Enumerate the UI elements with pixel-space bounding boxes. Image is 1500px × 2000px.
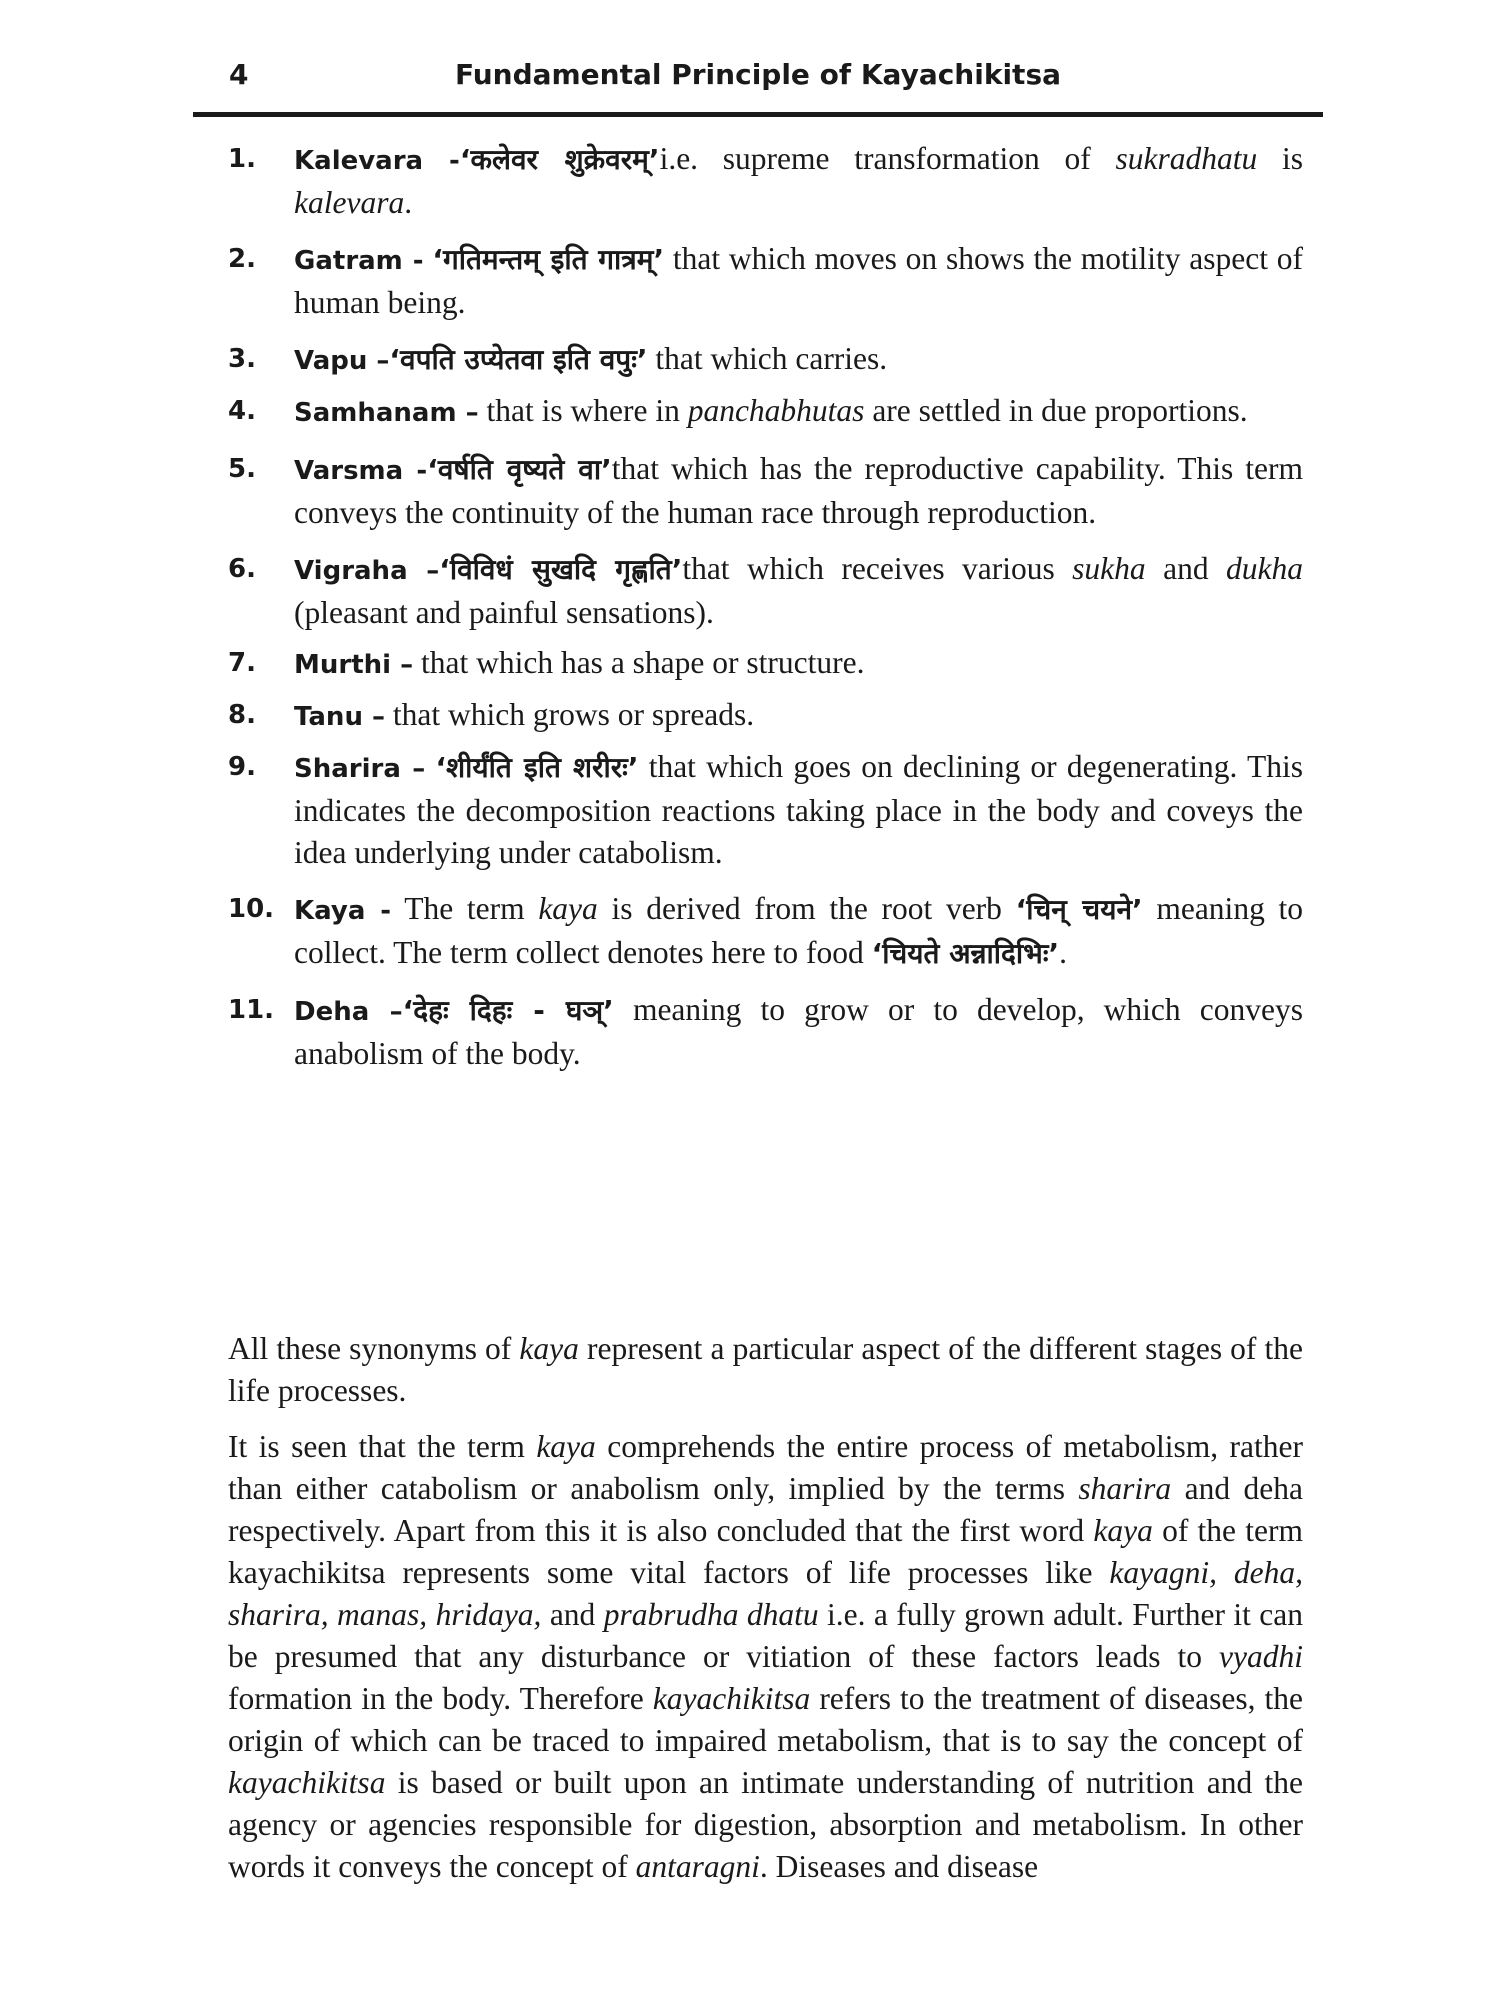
list-item [228, 448, 1303, 534]
item-number: 6. [228, 554, 256, 584]
italic-term: kaya [1093, 1513, 1153, 1548]
item-number: 9. [228, 752, 256, 782]
para-text: refers to the treatment of diseases, the origin of which can be traced to impaired metabolism, that is to say the concept of [228, 1681, 1303, 1758]
italic-term: prabrudha dhatu [603, 1597, 819, 1632]
item-text: that is where in [486, 393, 688, 428]
italic-term: sukradhatu [1115, 141, 1258, 176]
list-item [228, 238, 1303, 324]
item-term: Vapu – [294, 346, 390, 376]
list-item [228, 989, 1303, 1075]
item-text: that which has a shape or structure. [420, 645, 865, 680]
header-rule [193, 112, 1323, 117]
item-text: meaning to collect. The term collect denotes here to food [294, 891, 1304, 970]
item-text: is [1257, 141, 1304, 176]
item-text: . [1059, 935, 1068, 970]
item-text: and [1145, 551, 1227, 586]
item-term: Sharira – [294, 754, 426, 784]
list-item [228, 888, 1303, 975]
body-text [228, 1328, 1303, 1902]
list-item [228, 746, 1303, 874]
item-number: 2. [228, 244, 256, 274]
sanskrit-phrase: ‘देहः दिहः - घञ्’ [402, 994, 614, 1027]
para-text: and deha respectively. Apart from this it is also concluded that the first word [228, 1471, 1303, 1548]
sanskrit-phrase: ‘चिन् चयने’ [1015, 893, 1143, 926]
item-text: that which has the reproductive capability. This term conveys the continuity of the human race through reproduction. [294, 451, 1304, 530]
para-text: All these synonyms of [228, 1331, 520, 1366]
paragraph [228, 1328, 1303, 1412]
item-text: that which carries. [655, 341, 888, 376]
item-number: 4. [228, 396, 256, 426]
item-term: Vigraha – [294, 556, 440, 586]
sanskrit-phrase: ‘वर्षति वृष्यते वा’ [427, 453, 612, 486]
list-item [228, 548, 1303, 634]
item-number: 3. [228, 344, 256, 374]
item-term: Kalevara - [294, 146, 460, 176]
sanskrit-phrase: ‘चियते अन्नादिभिः’ [871, 937, 1060, 970]
item-number: 1. [228, 144, 256, 174]
list-item [228, 138, 1303, 224]
item-number: 5. [228, 454, 256, 484]
italic-term: kaya [536, 1429, 596, 1464]
item-text: meaning to grow or to develop, which conveys anabolism of the body. [294, 992, 1304, 1071]
italic-term: antaragni [635, 1849, 760, 1884]
list-item [228, 694, 1303, 738]
item-text: that which goes on declining or degenerating. This indicates the decomposition reactions taking place in the body and coveys the idea underlying under catabolism. [294, 749, 1304, 870]
sanskrit-phrase: ‘शीर्यंति इति शरीरः’ [435, 751, 639, 784]
para-text: comprehends the entire process of metabolism, rather than either catabolism or anabolism only, implied by the terms [228, 1429, 1303, 1506]
item-term: Varsma - [294, 456, 428, 486]
item-number: 10. [228, 894, 275, 924]
item-text: that which moves on shows the motility aspect of human being. [294, 241, 1304, 320]
page-number: 4 [229, 58, 249, 91]
item-number: 7. [228, 648, 256, 678]
italic-term: kaya [519, 1331, 579, 1366]
para-text: i.e. a fully grown adult. Further it can be presumed that any disturbance or vitiation of these factors leads to [228, 1597, 1303, 1674]
para-text: and [541, 1597, 604, 1632]
item-term: Deha – [294, 997, 403, 1027]
item-text: that which grows or spreads. [392, 697, 755, 732]
list-item [228, 390, 1303, 434]
italic-term: kaya [538, 891, 598, 926]
item-text: i.e. supreme transformation of [659, 141, 1116, 176]
italic-term: kalevara [294, 185, 405, 220]
sanskrit-phrase: ‘विविधं सुखदि गृह्णति’ [439, 553, 683, 586]
item-text: that which receives various [682, 551, 1073, 586]
para-text: . Diseases and disease [759, 1849, 1039, 1884]
item-term: Kaya - [294, 896, 392, 926]
item-term: Tanu – [294, 702, 385, 732]
sanskrit-phrase: ‘गतिमन्तम् इति गात्रम्’ [432, 243, 665, 276]
synonym-list [228, 138, 1303, 1075]
italic-term: vyadhi [1219, 1639, 1303, 1674]
page-header [193, 54, 1323, 104]
item-text: are settled in due proportions. [864, 393, 1248, 428]
list-item [228, 338, 1303, 382]
para-text: represent a particular aspect of the different stages of the life processes. [228, 1331, 1304, 1408]
item-term: Gatram - [294, 246, 424, 276]
italic-term: panchabhutas [687, 393, 865, 428]
item-text: is derived from the root verb [597, 891, 1016, 926]
sanskrit-phrase: ‘कलेवर शुक्रेवरम्’ [459, 143, 660, 176]
paragraph [228, 1426, 1303, 1888]
italic-term: kayachikitsa [652, 1681, 811, 1716]
para-text: is based or built upon an intimate understanding of nutrition and the agency or agencies responsible for digestion, absorption and metabolism. In other words it conveys the concept of [228, 1765, 1303, 1884]
italic-term: kayachikitsa [228, 1765, 386, 1800]
para-text: of the term kayachikitsa represents some vital factors of life processes like [228, 1513, 1303, 1590]
item-term: Murthi – [294, 650, 414, 680]
italic-term: sukha [1072, 551, 1146, 586]
item-text: (pleasant and painful sensations). [294, 595, 714, 630]
sanskrit-phrase: ‘वपति उप्येतवा इति वपुः’ [389, 343, 648, 376]
italic-term: dukha [1226, 551, 1303, 586]
item-number: 8. [228, 700, 256, 730]
italic-term: sharira [1078, 1471, 1172, 1506]
item-text: . [404, 185, 413, 220]
item-number: 11. [228, 995, 275, 1025]
running-title: Fundamental Principle of Kayachikitsa [454, 58, 1062, 91]
list-item [228, 642, 1303, 686]
italic-term: kayagni, deha, sharira, manas, hridaya, [228, 1555, 1303, 1632]
item-text: The term [404, 891, 539, 926]
page-content [228, 138, 1303, 1083]
para-text: It is seen that the term [228, 1429, 537, 1464]
item-term: Samhanam – [294, 398, 479, 428]
para-text: formation in the body. Therefore [228, 1681, 653, 1716]
